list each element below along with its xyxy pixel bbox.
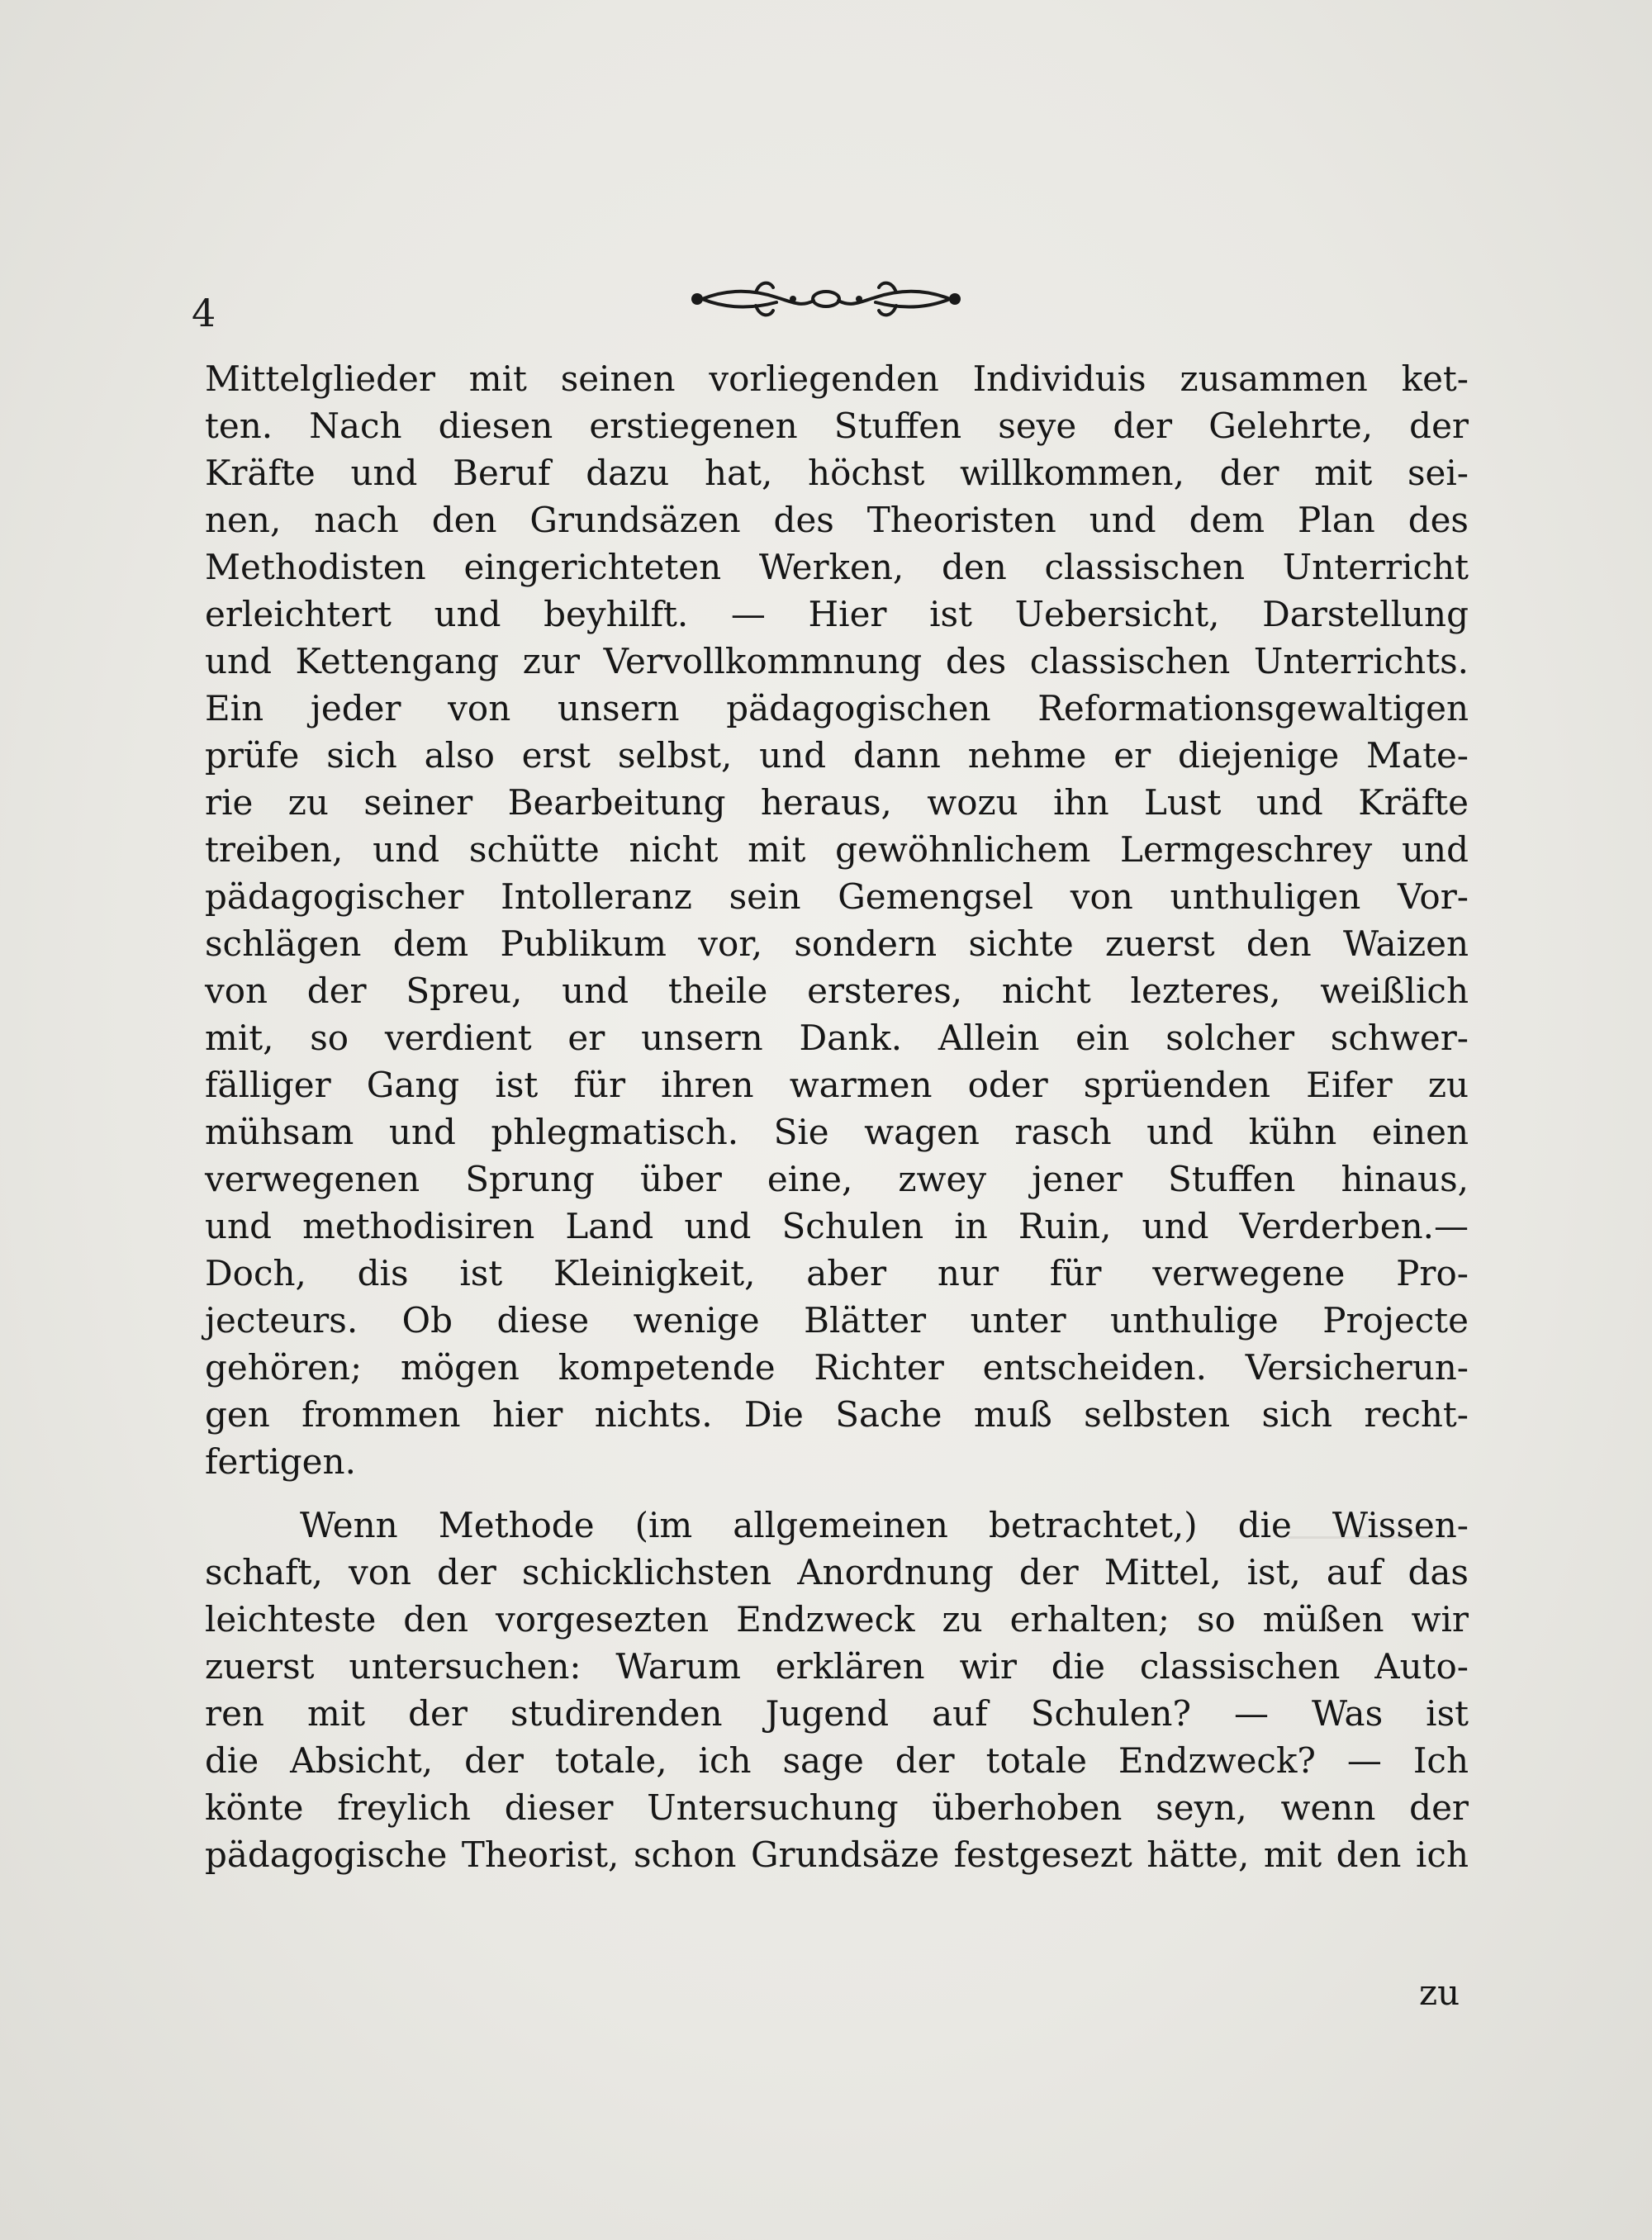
text-line: prüfe sich also erst selbst, und dann nehme er diejenige Mate- [205, 735, 1469, 776]
paragraph-gap [205, 1485, 1469, 1502]
text-line: leichteste den vorgesezten Endzweck zu erhalten; so müßen wir [205, 1599, 1469, 1640]
text-line: Kräfte und Beruf dazu hat, höchst willkommen, der mit sei- [205, 453, 1469, 493]
text-line: jecteurs. Ob diese wenige Blätter unter unthulige Projecte [205, 1300, 1469, 1341]
text-line: zuerst untersuchen: Warum erklären wir die classischen Auto- [205, 1646, 1469, 1687]
text-line: Mittelglieder mit seinen vorliegenden Individuis zusammen ket- [205, 358, 1469, 399]
text-line: mit, so verdient er unsern Dank. Allein ein solcher schwer- [205, 1018, 1469, 1058]
text-line: gen frommen hier nichts. Die Sache muß selbsten sich recht- [205, 1394, 1469, 1435]
text-line: gehören; mögen kompetende Richter entscheiden. Versicherun- [205, 1347, 1469, 1388]
page-number: 4 [192, 291, 216, 335]
text-line: erleichtert und beyhilft. — Hier ist Uebersicht, Darstellung [205, 594, 1469, 634]
text-line: rie zu seiner Bearbeitung heraus, wozu ihn Lust und Kräfte [205, 782, 1469, 823]
paragraph-1 [205, 355, 1469, 1485]
text-line: pädagogischer Intolleranz sein Gemengsel von unthuligen Vor- [205, 876, 1469, 917]
text-line: und methodisiren Land und Schulen in Ruin, und Verderben.— [205, 1206, 1469, 1246]
text-line: schlägen dem Publikum vor, sondern sichte zuerst den Waizen [205, 923, 1469, 964]
text-line: fälliger Gang ist für ihren warmen oder sprüenden Eifer zu [205, 1065, 1469, 1105]
catchword: zu [1419, 1972, 1460, 2013]
text-line: verwegenen Sprung über eine, zwey jener Stuffen hinaus, [205, 1159, 1469, 1199]
text-line: Ein jeder von unsern pädagogischen Reformationsgewaltigen [205, 688, 1469, 728]
text-line: die Absicht, der totale, ich sage der totale Endzweck? — Ich [205, 1740, 1469, 1781]
text-line: treiben, und schütte nicht mit gewöhnlichem Lermgeschrey und [205, 829, 1469, 870]
text-line: ten. Nach diesen erstiegenen Stuffen seye der Gelehrte, der [205, 406, 1469, 446]
text-line: Doch, dis ist Kleinigkeit, aber nur für verwegene Pro- [205, 1253, 1469, 1293]
text-line: von der Spreu, und theile ersteres, nicht lezteres, weißlich [205, 971, 1469, 1011]
text-line: pädagogische Theorist, schon Grundsäze festgesezt hätte, mit den ich [205, 1834, 1469, 1875]
decorative-scroll-ornament-icon [677, 274, 975, 320]
text-line: Methodisten eingerichteten Werken, den classischen Unterricht [205, 547, 1469, 587]
text-line: mühsam und phlegmatisch. Sie wagen rasch und kühn einen [205, 1112, 1469, 1152]
body-text [205, 355, 1469, 1878]
paragraph-2 [205, 1502, 1469, 1878]
text-line: schaft, von der schicklichsten Anordnung der Mittel, ist, auf das [205, 1552, 1469, 1592]
text-line: nen, nach den Grundsäzen des Theoristen und dem Plan des [205, 500, 1469, 540]
text-line: ren mit der studirenden Jugend auf Schulen? — Was ist [205, 1693, 1469, 1734]
text-line: könte freylich dieser Untersuchung überhoben seyn, wenn der [205, 1787, 1469, 1828]
text-line: und Kettengang zur Vervollkommnung des classischen Unterrichts. [205, 641, 1469, 681]
text-line: fertigen. [205, 1441, 356, 1482]
text-line: Wenn Methode (im allgemeinen betrachtet,) die Wissen- [300, 1505, 1469, 1545]
